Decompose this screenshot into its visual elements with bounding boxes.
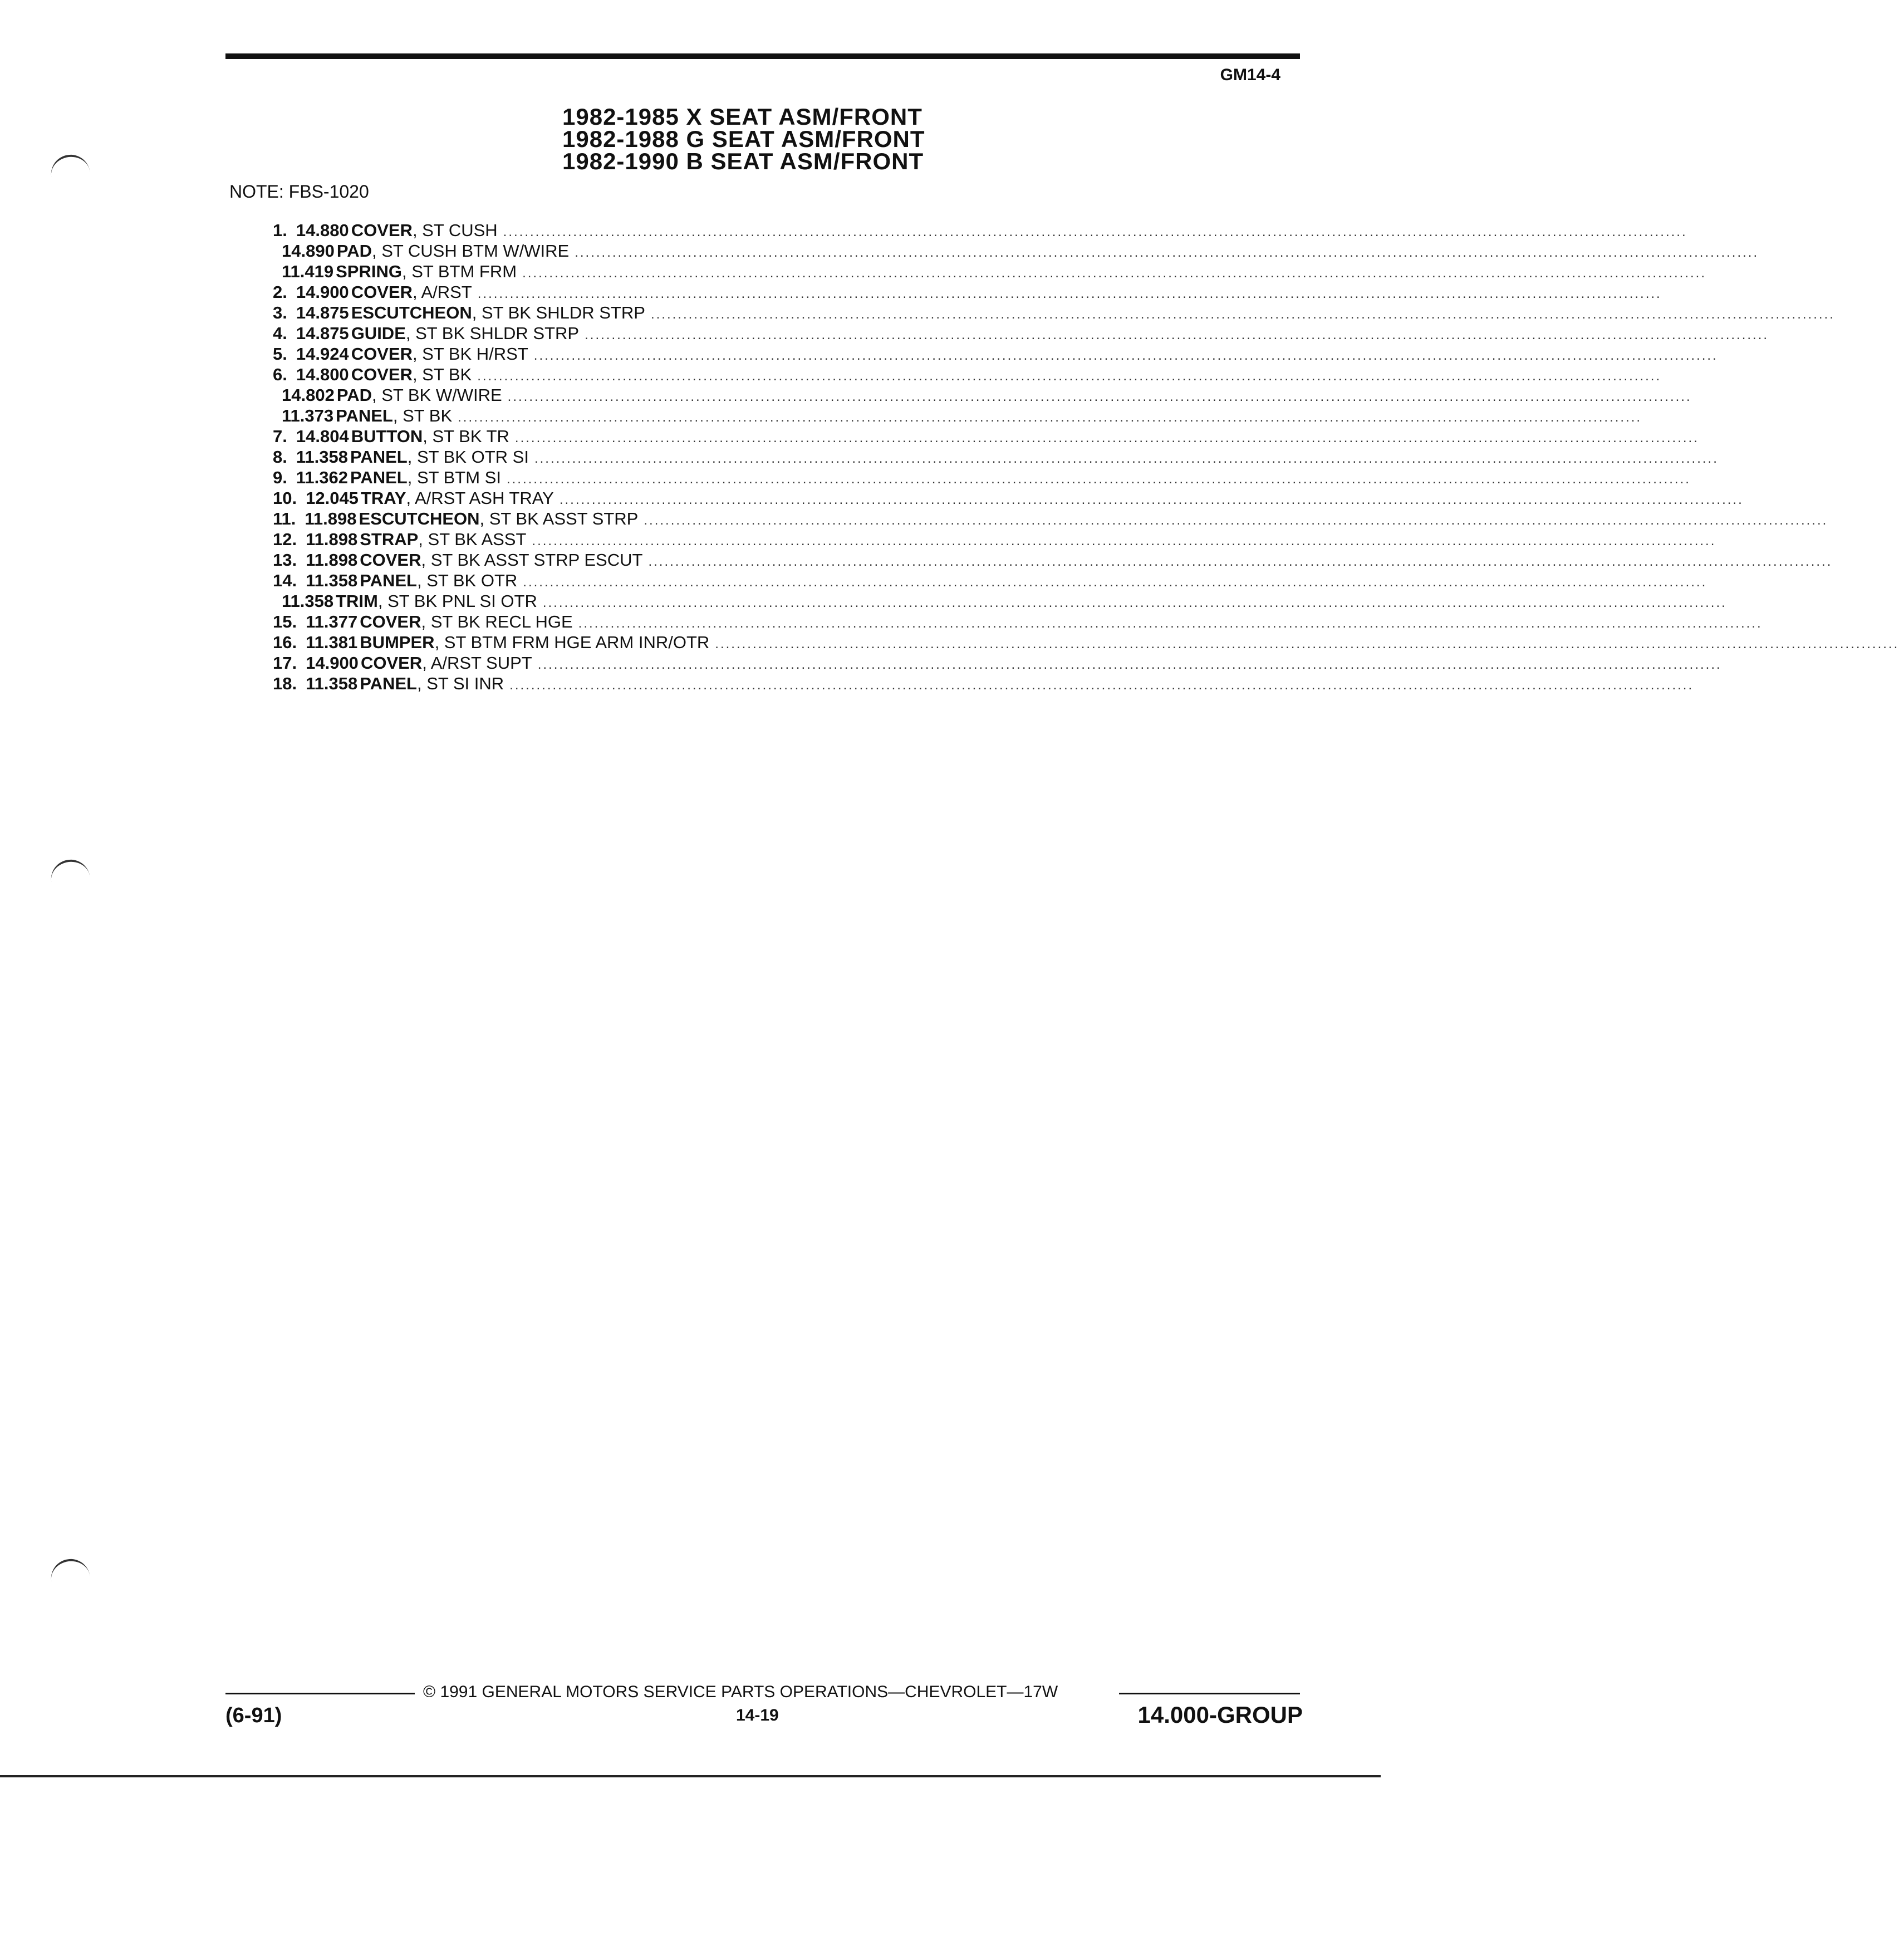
part-name: PANEL: [336, 406, 393, 425]
dot-leader: ............................................................................................................................................................................................................................: [509, 678, 1694, 693]
group-number: 11.358: [282, 591, 334, 611]
footer-copyright: © 1991 GENERAL MOTORS SERVICE PARTS OPERATIONS—CHEVROLET—17W: [423, 1683, 1058, 1701]
parts-row: [273, 220, 1687, 241]
part-name: COVER: [351, 282, 413, 302]
dot-leader: ............................................................................................................................................................................................................................: [644, 513, 1828, 528]
item-number: 14.: [273, 571, 297, 590]
parts-row: [273, 365, 1662, 385]
parts-row: [273, 550, 1833, 571]
dot-leader: ............................................................................................................................................................................................................................: [522, 266, 1707, 281]
title-line: 1982-1985 X SEAT ASM/FRONT: [562, 104, 922, 130]
parts-row: [273, 612, 1763, 633]
item-number: 17.: [273, 653, 297, 673]
part-name: COVER: [351, 220, 413, 240]
part-name: SPRING: [336, 262, 402, 281]
item-number: 15.: [273, 612, 297, 631]
parts-row: [273, 406, 1642, 427]
footer-rule-right: [1119, 1693, 1300, 1694]
part-description: , ST BTM FRM HGE ARM INR/OTR: [434, 633, 710, 652]
parts-row: [273, 488, 1744, 509]
dot-leader: ............................................................................................................................................................................................................................: [506, 472, 1691, 487]
part-name: BUMPER: [360, 633, 435, 652]
part-description: , ST CUSH BTM W/WIRE: [371, 241, 570, 261]
dot-leader: ............................................................................................................................................................................................................................: [514, 430, 1699, 445]
item-number: 3.: [273, 303, 287, 322]
part-description: , A/RST ASH TRAY: [406, 488, 554, 508]
part-description: , ST BK SHLDR STRP: [405, 324, 580, 343]
group-number: 14.804: [296, 427, 349, 446]
dot-leader: ............................................................................................................................................................................................................................: [559, 492, 1744, 507]
title-line: 1982-1990 B SEAT ASM/FRONT: [562, 148, 924, 174]
part-name: GUIDE: [351, 324, 406, 343]
part-name: STRAP: [360, 530, 419, 549]
part-description: , ST BK SHLDR STRP: [472, 303, 645, 322]
part-description: , ST BK ASST STRP: [479, 509, 639, 528]
punch-hole-mark: [48, 152, 90, 182]
part-description: , ST BK OTR SI: [407, 447, 529, 467]
punch-hole-mark: [48, 1556, 90, 1586]
parts-row: [273, 468, 1691, 488]
footer-date: (6-91): [225, 1704, 282, 1727]
item-number: 4.: [273, 324, 287, 343]
part-name: PAD: [336, 385, 372, 405]
part-description: , ST BK: [412, 365, 472, 384]
parts-row: [273, 653, 1722, 674]
part-name: COVER: [360, 612, 421, 631]
parts-row: [273, 674, 1694, 694]
part-description: , ST BK PNL SI OTR: [377, 591, 537, 611]
footer-rule-left: [225, 1693, 415, 1694]
note: NOTE: FBS-1020: [229, 182, 369, 202]
part-name: PANEL: [360, 674, 417, 693]
item-number: 7.: [273, 427, 287, 446]
group-number: 11.358: [306, 571, 358, 590]
part-name: TRAY: [360, 488, 406, 508]
part-description: , ST BK ASST: [418, 530, 527, 549]
group-number: 12.045: [306, 488, 359, 508]
part-name: PANEL: [350, 447, 408, 467]
part-name: PANEL: [360, 571, 417, 590]
group-number: 11.898: [306, 550, 358, 570]
parts-row: [273, 447, 1719, 468]
group-number: 11.373: [282, 406, 334, 425]
group-number: 14.890: [282, 241, 335, 261]
parts-list: [273, 220, 1899, 694]
dot-leader: ............................................................................................................................................................................................................................: [715, 636, 1899, 651]
parts-row: [273, 262, 1707, 282]
part-description: , ST BK ASST STRP ESCUT: [421, 550, 643, 570]
dot-leader: ............................................................................................................................................................................................................................: [523, 575, 1707, 590]
group-number: 14.800: [296, 365, 349, 384]
parts-row: [273, 427, 1699, 447]
part-description: , A/RST: [412, 282, 472, 302]
punch-hole-mark: [48, 857, 90, 886]
dot-leader: ............................................................................................................................................................................................................................: [507, 389, 1692, 404]
dot-leader: ............................................................................................................................................................................................................................: [648, 554, 1833, 569]
parts-row: [273, 303, 1835, 324]
group-number: 11.362: [296, 468, 348, 487]
part-description: , ST BK W/WIRE: [371, 385, 502, 405]
dot-leader: ............................................................................................................................................................................................................................: [537, 657, 1722, 672]
group-number: 14.802: [282, 385, 335, 405]
parts-row: [273, 530, 1716, 550]
dot-leader: ............................................................................................................................................................................................................................: [533, 348, 1718, 363]
item-number: 10.: [273, 488, 297, 508]
dot-leader: ............................................................................................................................................................................................................................: [477, 286, 1662, 301]
part-name: ESCUTCHEON: [359, 509, 480, 528]
part-name: PAD: [336, 241, 372, 261]
item-number: 18.: [273, 674, 297, 693]
parts-row: [273, 633, 1899, 653]
parts-row: [273, 282, 1662, 303]
part-description: , ST BK TR: [423, 427, 509, 446]
group-number: 11.419: [282, 262, 334, 281]
item-number: 9.: [273, 468, 287, 487]
dot-leader: ............................................................................................................................................................................................................................: [542, 595, 1727, 610]
dot-leader: ............................................................................................................................................................................................................................: [578, 616, 1763, 631]
footer-group: 14.000-GROUP: [1137, 1702, 1303, 1728]
group-number: 14.880: [296, 220, 349, 240]
bottom-rule: [0, 1775, 1381, 1777]
part-description: , ST BK RECL HGE: [421, 612, 573, 631]
item-number: 1.: [273, 220, 287, 240]
part-description: , ST BK: [392, 406, 453, 425]
parts-row: [273, 509, 1828, 530]
item-number: 5.: [273, 344, 287, 364]
dot-leader: ............................................................................................................................................................................................................................: [503, 224, 1687, 239]
item-number: 12.: [273, 530, 297, 549]
dot-leader: ............................................................................................................................................................................................................................: [477, 369, 1662, 384]
dot-leader: ............................................................................................................................................................................................................................: [458, 410, 1642, 425]
top-rule: [225, 53, 1300, 59]
part-name: TRIM: [336, 591, 378, 611]
title-block: [562, 106, 925, 173]
part-name: ESCUTCHEON: [351, 303, 472, 322]
group-number: 14.900: [306, 653, 359, 673]
title-line: 1982-1988 G SEAT ASM/FRONT: [562, 126, 925, 152]
group-number: 11.358: [306, 674, 358, 693]
item-number: 16.: [273, 633, 297, 652]
dot-leader: ............................................................................................................................................................................................................................: [532, 533, 1716, 548]
group-number: 14.900: [296, 282, 349, 302]
part-name: PANEL: [350, 468, 408, 487]
parts-row: [273, 385, 1692, 406]
group-number: 11.898: [306, 530, 358, 549]
item-number: 13.: [273, 550, 297, 570]
group-number: 11.377: [306, 612, 358, 631]
parts-row: [273, 571, 1707, 591]
part-description: , ST BK OTR: [416, 571, 518, 590]
item-number: 11.: [273, 509, 296, 528]
parts-row: [273, 324, 1769, 344]
part-description: , A/RST SUPT: [422, 653, 532, 673]
group-number: 14.875: [296, 303, 349, 322]
parts-row: [273, 591, 1727, 612]
group-number: 14.924: [296, 344, 349, 364]
item-number: 6.: [273, 365, 287, 384]
item-number: 2.: [273, 282, 287, 302]
part-name: BUTTON: [351, 427, 423, 446]
dot-leader: ............................................................................................................................................................................................................................: [575, 245, 1759, 260]
part-name: COVER: [360, 653, 423, 673]
parts-row: [273, 344, 1718, 365]
part-name: COVER: [351, 344, 413, 364]
group-number: 14.875: [296, 324, 349, 343]
doc-code: GM14-4: [1220, 66, 1280, 84]
part-name: COVER: [360, 550, 421, 570]
footer-page-number: 14-19: [736, 1706, 779, 1724]
part-description: , ST CUSH: [412, 220, 498, 240]
group-number: 11.898: [305, 509, 357, 528]
group-number: 11.358: [296, 447, 348, 467]
dot-leader: ............................................................................................................................................................................................................................: [650, 307, 1835, 322]
parts-row: [273, 241, 1759, 262]
part-description: , ST BTM FRM: [401, 262, 517, 281]
item-number: 8.: [273, 447, 287, 467]
group-number: 11.381: [306, 633, 358, 652]
part-description: , ST SI INR: [416, 674, 504, 693]
dot-leader: ............................................................................................................................................................................................................................: [534, 451, 1719, 466]
dot-leader: ............................................................................................................................................................................................................................: [585, 327, 1769, 342]
part-description: , ST BTM SI: [407, 468, 501, 487]
part-description: , ST BK H/RST: [412, 344, 528, 364]
part-name: COVER: [351, 365, 413, 384]
